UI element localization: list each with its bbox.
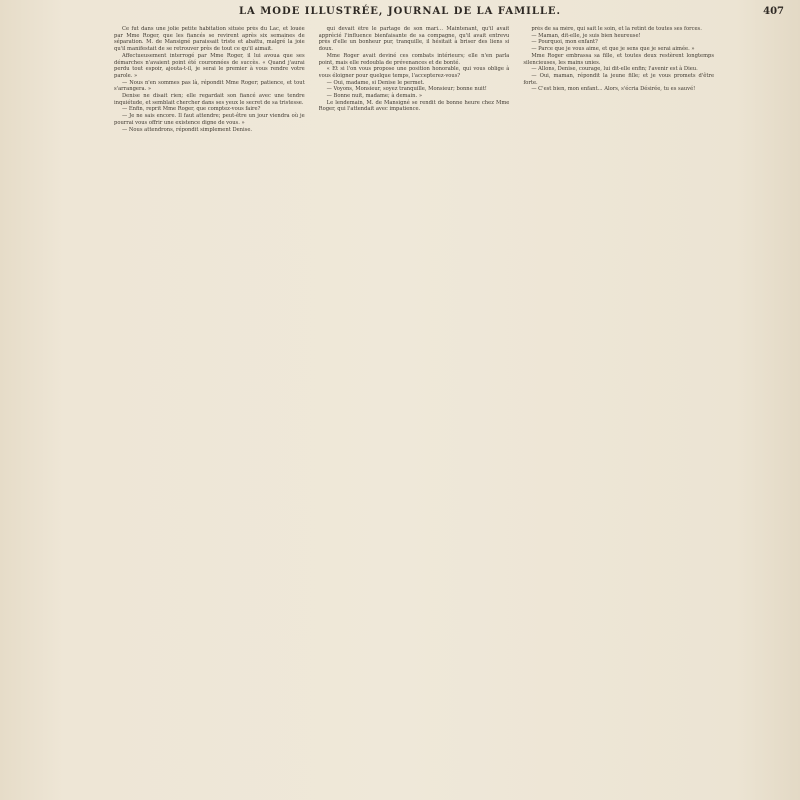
- paragraph: — Oui, maman, répondit la jeune fille; et je vous promets d'être forte.: [523, 72, 715, 86]
- column-right: [523, 26, 714, 788]
- paragraph: Denise ne disait rien; elle regardait son fiancé avec une tendre inquiétude, et semblait chercher dans ses yeux le secret de sa tristesse.: [114, 93, 305, 106]
- paragraph: — Maman, dit-elle, je suis bien heureuse!: [531, 32, 641, 39]
- paragraph: « Et si l'on vous propose une position honorable, qui vous oblige à vous éloigner pour quelque temps, l'accepterez-vous?: [318, 66, 510, 79]
- paragraph: — Nous attendrons, répondit simplement Denise.: [122, 126, 253, 133]
- paragraph: Mme Roger embrassa sa fille, et toutes deux restèrent longtemps silencieuses, les mains unies.: [523, 52, 715, 66]
- paragraph: — Parce que je vous aime, et que je sens que je serai aimée. »: [531, 46, 695, 53]
- paragraph: Le lendemain, M. de Mansigné se rendit de bonne heure chez Mme Roger, qui l'attendait avec impatience.: [318, 99, 510, 113]
- page-number: 407: [763, 6, 784, 17]
- page-header: [0, 6, 800, 24]
- paragraph: Affectueusement interrogé par Mme Roger, il lui avoua que ses démarches n'avaient point été couronnées de succès. « Quand j'aurai perdu tout espoir, ajouta-t-il, je serai le premier à vous rendre votre parole. »: [114, 52, 305, 79]
- paragraph: — Allons, Denise, courage, lui dit-elle enfin; l'avenir est à Dieu.: [531, 66, 698, 73]
- paragraph: Mme Roger avait deviné ces combats intérieurs; elle n'en parla point, mais elle redoubla de prévenances et de bonté.: [318, 52, 510, 66]
- paragraph: — Pourquoi, mon enfant?: [531, 39, 598, 46]
- text-columns: [114, 26, 714, 788]
- paragraph: — Voyons, Monsieur, soyez tranquille, Monsieur; bonne nuit!: [326, 86, 487, 93]
- column-left: [114, 26, 305, 788]
- running-title: LA MODE ILLUSTRÉE, JOURNAL DE LA FAMILLE.: [238, 6, 562, 17]
- paragraph: — C'est bien, mon enfant... Alors, s'écria Désirée, tu es sauvé!: [531, 86, 696, 93]
- paragraph: — Enfin, reprit Mme Roger, que comptez-vous faire?: [122, 106, 261, 113]
- paragraph: Ce fut dans une jolie petite habitation située près du Lac, et louée par Mme Roger, que les fiancés se revirent après six semaines de séparation. M. de Mansigné paraissait triste et abattu, malgré la joie qu'il manifestait de se retrouver près de tout ce qu'il aimait.: [114, 26, 305, 53]
- paragraph: — Oui, madame, si Denise le permet.: [326, 79, 425, 86]
- paragraph: — Bonne nuit, madame; à demain. »: [326, 93, 422, 100]
- paragraph: près de sa mère, qui sait le soin, et la retint de toutes ses forces.: [531, 26, 702, 32]
- paragraph: — Nous n'en sommes pas là, répondit Mme Roger; patience, et tout s'arrangera. »: [114, 79, 305, 93]
- column-middle: [319, 26, 510, 788]
- paragraph: qui devait être le partage de son mari... Maintenant, qu'il avait apprécié l'influence bienfaisante de sa compagne, qu'il avait entrevu près d'elle un bonheur pur, tranquille, il hésitait à briser des liens si doux.: [318, 26, 510, 53]
- paragraph: — Je ne sais encore. Il faut attendre; peut-être un jour viendra où je pourrai vous offrir une existence digne de vous. »: [114, 113, 305, 126]
